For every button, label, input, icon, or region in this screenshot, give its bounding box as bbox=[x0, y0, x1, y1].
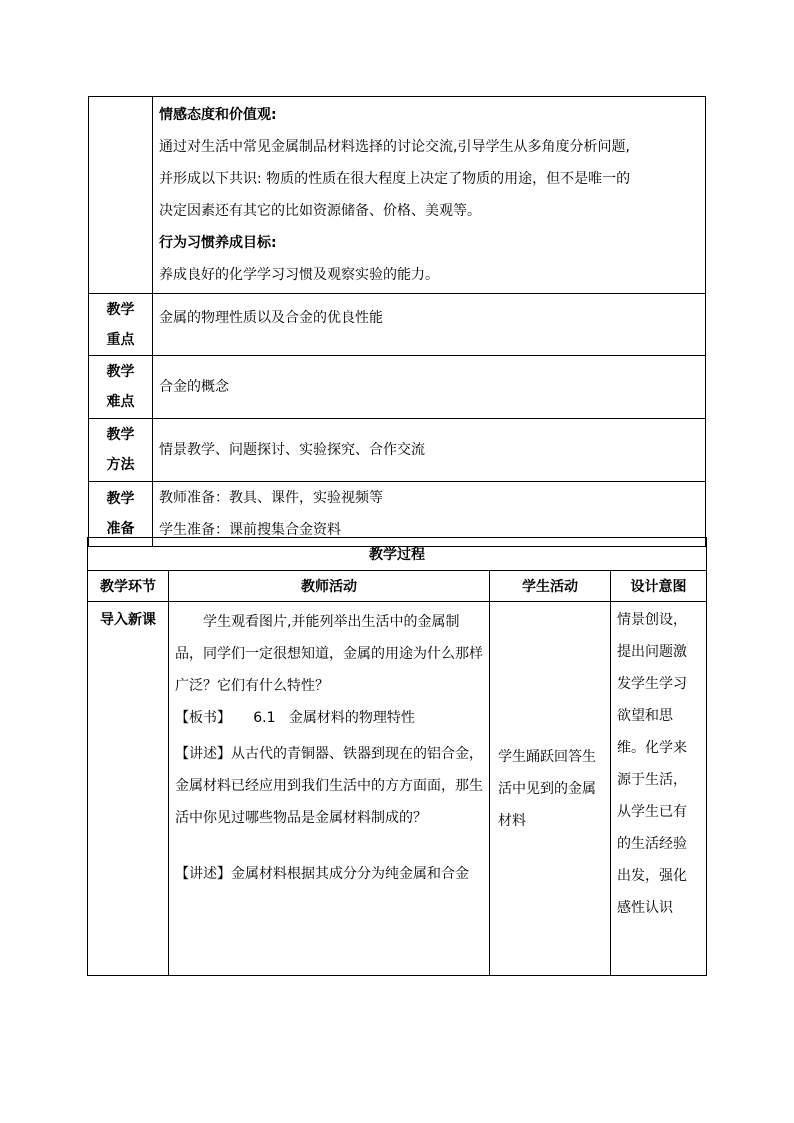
lecture-1: 【讲述】从古代的青铜器、铁器到现在的铝合金，金属材料已经应用到我们生活中的方方面面，那生活中你见过哪些物品是金属材料制成的？ bbox=[175, 746, 483, 826]
objectives-table bbox=[88, 96, 706, 547]
lecture-2: 【讲述】金属材料根据其成分分为纯金属和合金 bbox=[175, 866, 469, 882]
key-points-row bbox=[89, 294, 706, 356]
header-row bbox=[88, 571, 707, 602]
methods-row bbox=[89, 419, 706, 482]
student-preparation: 学生准备：课前搜集合金资料 bbox=[159, 522, 341, 538]
header-stage: 教学环节 bbox=[88, 571, 169, 602]
difficulties-content: 合金的概念 bbox=[153, 356, 706, 419]
board-note: 【板书】 6.1 金属材料的物理特性 bbox=[175, 710, 415, 726]
attitude-line: 并形成以下共识: 物质的性质在很大程度上决定了物质的用途，但不是唯一的 bbox=[159, 171, 631, 187]
objectives-label-cell bbox=[89, 97, 153, 294]
stage-cell: 导入新课 bbox=[88, 602, 169, 976]
design-intent-cell: 情景创设，提出问题激发学生学习欲望和思维。化学来源于生活，从学生已有的生活经验出发，强化感性认识 bbox=[611, 602, 707, 976]
row-label: 教学 重点 bbox=[89, 294, 153, 356]
habit-heading: 行为习惯养成目标: bbox=[159, 235, 277, 251]
attitude-line: 决定因素还有其它的比如资源储备、价格、美观等。 bbox=[159, 203, 481, 219]
objectives-row bbox=[89, 97, 706, 294]
row-label: 教学 方法 bbox=[89, 419, 153, 482]
teacher-activity-cell bbox=[169, 602, 490, 976]
teacher-preparation: 教师准备：教具、课件，实验视频等 bbox=[159, 490, 383, 506]
attitude-heading: 情感态度和价值观: bbox=[159, 107, 277, 123]
header-teacher: 教师活动 bbox=[169, 571, 490, 602]
student-activity-cell: 学生踊跃回答生活中见到的金属材料 bbox=[490, 602, 611, 976]
objectives-content-cell bbox=[153, 97, 706, 294]
row-label: 教学 准备 bbox=[89, 482, 153, 547]
difficulties-row bbox=[89, 356, 706, 419]
row-label: 教学 难点 bbox=[89, 356, 153, 419]
attitude-line: 通过对生活中常见金属制品材料选择的讨论交流,引导学生从多角度分析问题, bbox=[159, 139, 630, 155]
header-design: 设计意图 bbox=[611, 571, 707, 602]
header-student: 学生活动 bbox=[490, 571, 611, 602]
habit-line: 养成良好的化学学习习惯及观察实验的能力。 bbox=[159, 267, 439, 283]
key-points-content: 金属的物理性质以及合金的优良性能 bbox=[153, 294, 706, 356]
process-title: 教学过程 bbox=[88, 538, 707, 571]
process-row bbox=[88, 602, 707, 976]
teacher-intro: 学生观看图片,并能列举出生活中的金属制品，同学们一定很想知道，金属的用途为什么那样广泛？它们有什么特性？ bbox=[175, 614, 483, 694]
methods-content: 情景教学、问题探讨、实验探究、合作交流 bbox=[153, 419, 706, 482]
process-table bbox=[87, 537, 707, 976]
